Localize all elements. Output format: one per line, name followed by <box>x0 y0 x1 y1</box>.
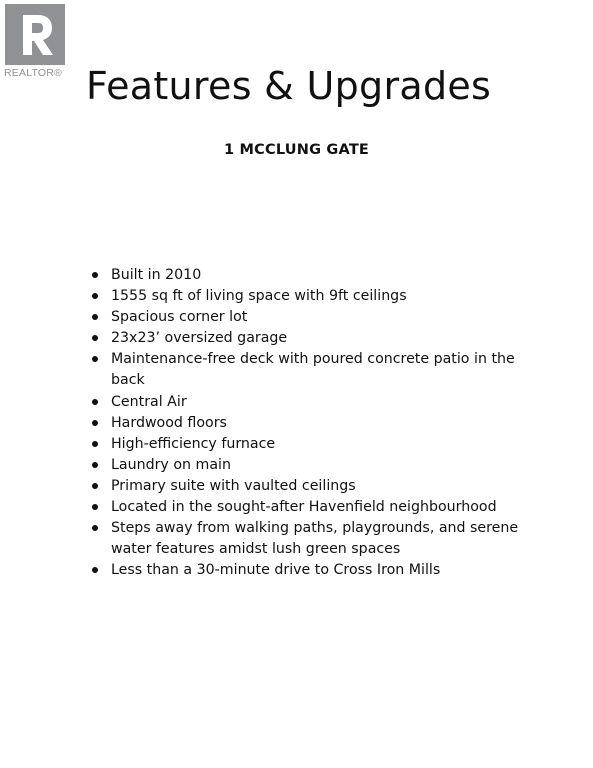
bullet-icon <box>92 525 98 531</box>
bullet-icon <box>92 356 98 362</box>
list-item <box>90 497 530 518</box>
property-address: 1 MCCLUNG GATE <box>223 142 370 158</box>
bullet-icon <box>92 293 98 299</box>
list-item <box>90 349 530 391</box>
feature-text: Spacious corner lot <box>111 309 248 326</box>
bullet-icon <box>92 314 98 320</box>
bullet-icon <box>92 504 98 510</box>
list-item <box>90 560 530 581</box>
realtor-wordmark: REALTOR® <box>4 67 62 79</box>
bullet-icon <box>92 420 98 426</box>
feature-text: Less than a 30-minute drive to Cross Iron Mills <box>111 562 441 579</box>
list-item <box>90 307 530 328</box>
feature-list <box>90 265 530 581</box>
feature-text: Steps away from walking paths, playgrounds, and serene water features amidst lush green spaces <box>111 520 519 558</box>
page-title: Features & Upgrades <box>86 64 492 108</box>
bullet-icon <box>92 335 98 341</box>
feature-text: Laundry on main <box>111 456 231 473</box>
feature-text: Primary suite with vaulted ceilings <box>111 477 356 494</box>
bullet-icon <box>92 462 98 468</box>
feature-text: 23x23’ oversized garage <box>111 330 288 347</box>
bullet-icon <box>92 399 98 405</box>
list-item <box>90 265 530 286</box>
feature-text: Built in 2010 <box>111 267 202 283</box>
feature-text: Maintenance-free deck with poured concrete patio in the back <box>111 351 515 389</box>
list-item <box>90 434 530 455</box>
realtor-r-icon <box>5 4 65 65</box>
feature-text: 1555 sq ft of living space with 9ft ceilings <box>111 288 407 305</box>
list-item <box>90 328 530 349</box>
feature-text: Hardwood floors <box>111 414 227 431</box>
bullet-icon <box>92 567 98 573</box>
feature-text: High-efficiency furnace <box>111 435 276 452</box>
list-item <box>90 476 530 497</box>
list-item <box>90 392 530 413</box>
list-item <box>90 518 530 560</box>
feature-text: Located in the sought-after Havenfield neighbourhood <box>111 499 497 516</box>
bullet-icon <box>92 272 98 278</box>
feature-text: Central Air <box>111 393 187 410</box>
realtor-logo <box>4 4 70 82</box>
bullet-icon <box>92 483 98 489</box>
list-item <box>90 286 530 307</box>
bullet-icon <box>92 441 98 447</box>
list-item <box>90 413 530 434</box>
list-item <box>90 455 530 476</box>
